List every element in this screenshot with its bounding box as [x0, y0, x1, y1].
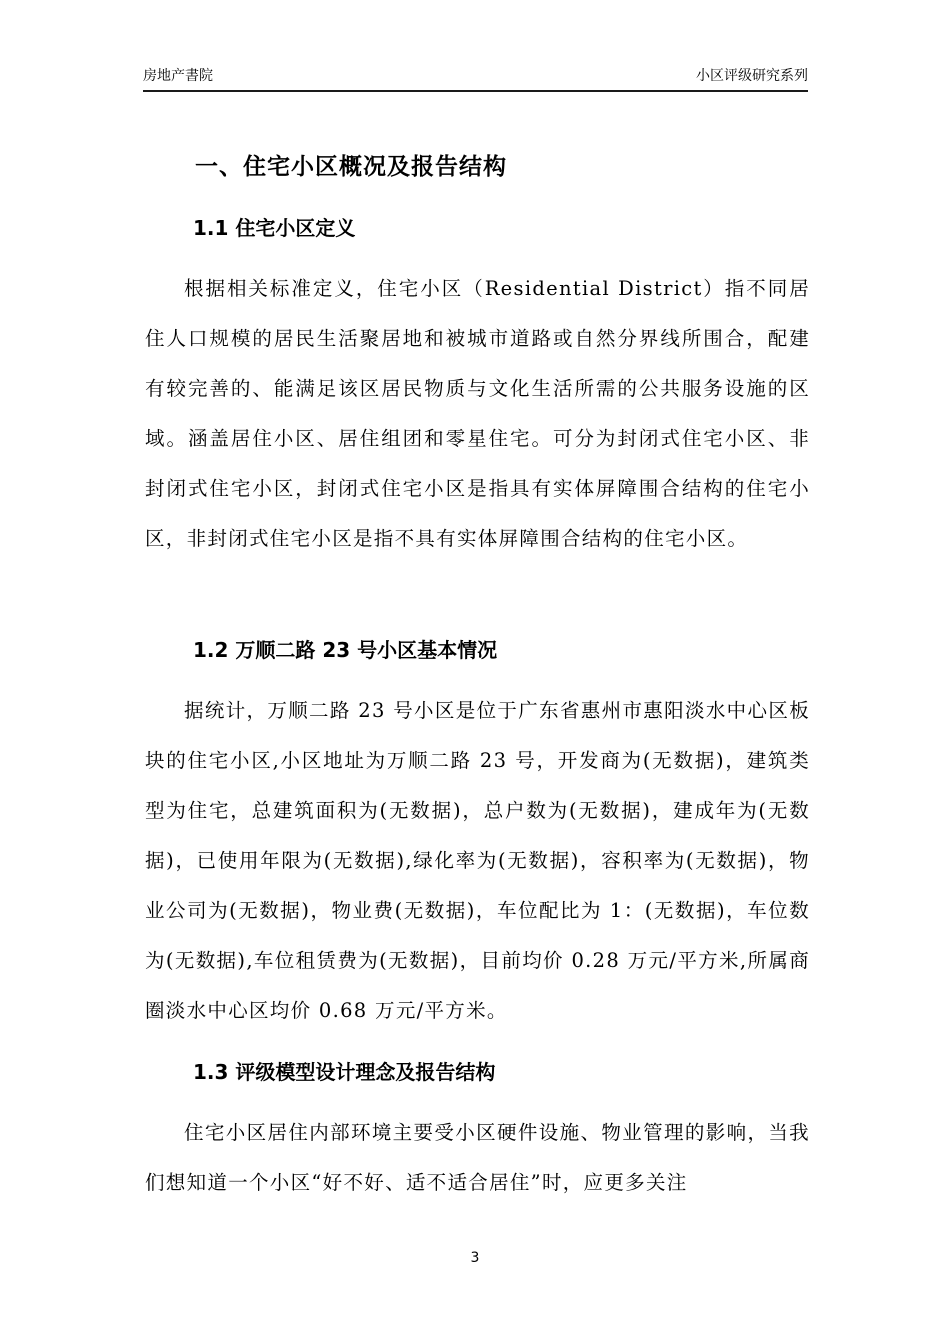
page-header [143, 66, 808, 92]
section-paragraph-1-2: 据统计，万顺二路 23 号小区是位于广东省惠州市惠阳淡水中心区板块的住宅小区,小区地址为万顺二路 23 号，开发商为(无数据)，建筑类型为住宅，总建筑面积为(无数据)，总户数为(无数据)，建成年为(无数据)，已使用年限为(无数据),绿化率为(无数据)，容积率为(无数据)，物业公司为(无数据)，物业费(无数据)，车位配比为 1：(无数据)，车位数为(无数据),车位租赁费为(无数据)，目前均价 0.28 万元/平方米,所属商圈淡水中心区均价 0.68 万元/平方米。 [145, 699, 810, 1022]
section-heading-1-2: 1.2 万顺二路 23 号小区基本情况 [193, 638, 498, 662]
header-series-title: 小区评级研究系列 [696, 68, 808, 84]
section-heading-1-1: 1.1 住宅小区定义 [193, 216, 356, 240]
section-paragraph-1-1: 根据相关标准定义，住宅小区（Residential District）指不同居住人口规模的居民生活聚居地和被城市道路或自然分界线所围合，配建有较完善的、能满足该区居民物质与文化生活所需的公共服务设施的区域。涵盖居住小区、居住组团和零星住宅。可分为封闭式住宅小区、非封闭式住宅小区，封闭式住宅小区是指具有实体屏障围合结构的住宅小区，非封闭式住宅小区是指不具有实体屏障围合结构的住宅小区。 [145, 277, 810, 550]
section-paragraph-1-3: 住宅小区居住内部环境主要受小区硬件设施、物业管理的影响，当我们想知道一个小区“好不好、适不适合居住”时，应更多关注 [145, 1121, 810, 1194]
header-publisher: 房地产書院 [143, 68, 213, 84]
chapter-title: 一、住宅小区概况及报告结构 [195, 154, 507, 180]
page-number: 3 [470, 1250, 480, 1266]
section-heading-1-3: 1.3 评级模型设计理念及报告结构 [193, 1060, 496, 1084]
